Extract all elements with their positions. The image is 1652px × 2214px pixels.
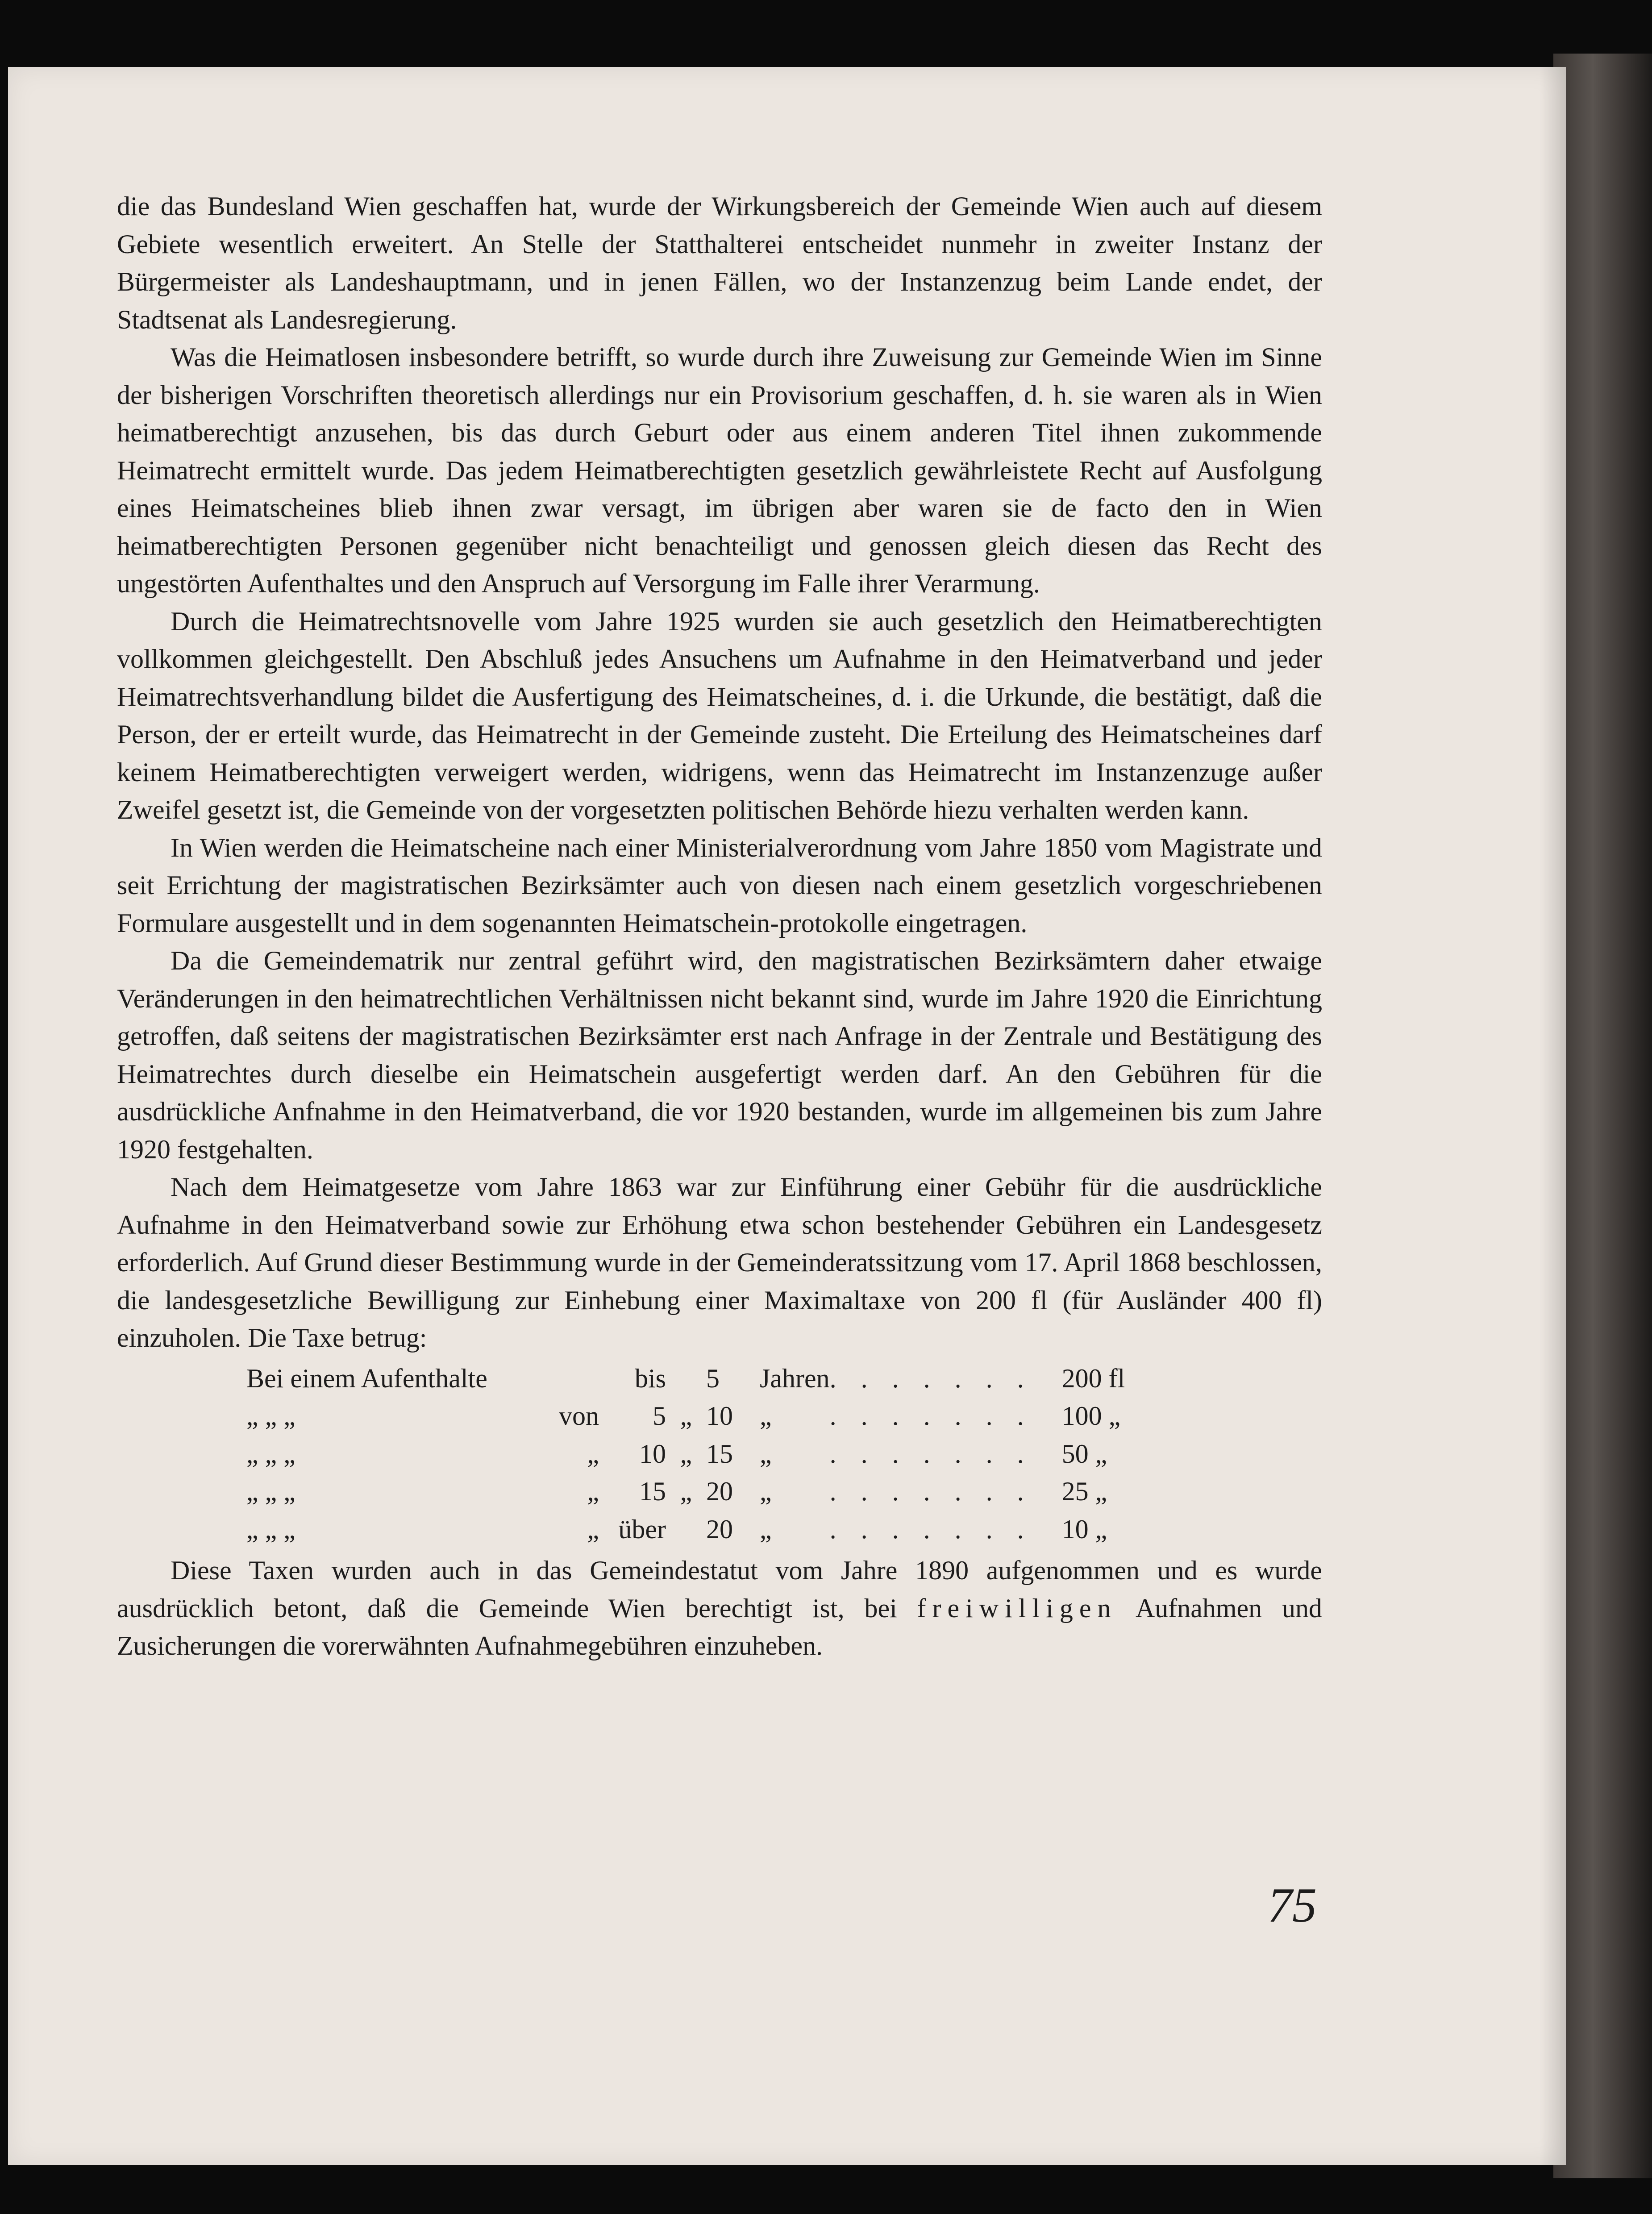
closing-text-before: Diese Taxen wurden auch in das Gemeindestatut vom Jahre 1890 aufgenommen und es wurde ausdrücklich betont, daß die Gemeinde Wien berechtigt ist, bei [117,1556,1322,1623]
fee-prefix: „ [587,1514,599,1544]
fee-label: „ „ „ [246,1514,295,1544]
closing-paragraph [117,1552,1322,1665]
paragraph-1: die das Bundesland Wien geschaffen hat, wurde der Wirkungsbereich der Gemeinde Wien auch auf diesem Gebiete wesentlich erweitert. An Stelle der Statthalterei entscheidet nunmehr in zweiter Instanz der Bürgermeister als Landeshauptmann, und in jenen Fällen, wo der Instanzenzug beim Lande endet, der Stadtsenat als Landesregierung. [117,191,1322,334]
fee-prefix: „ [587,1439,599,1469]
fee-amount: 50 „ [1061,1439,1107,1469]
fee-lower: 15 [639,1477,666,1506]
fee-ditto [666,1360,706,1398]
paragraph-5: Da die Gemeindematrik nur zentral geführt wird, den magistratischen Bezirksämtern daher etwaige Veränderungen in den heimatrechtlichen Verhältnissen nicht bekannt sind, wurde im Jahre 1920 die Einrichtung getroffen, daß seitens der magistratischen Bezirksämter erst nach Anfrage in der Zentrale und Bestätigung des Heimatrechtes durch dieselbe ein Heimatschein ausgefertigt werden darf. An den Gebühren für die ausdrückliche Anfnahme in den Heimatverband, die vor 1920 bestanden, wurde im allgemeinen bis zum Jahre 1920 festgehalten. [117,946,1322,1164]
fee-upper: 5 [706,1363,720,1393]
fee-amount: 25 „ [1061,1477,1107,1506]
fee-row [117,1435,1151,1473]
fee-leader-dots: . . . . . . . [829,1439,1033,1469]
fee-ditto: „ [680,1439,692,1469]
fee-leader-dots: . . . . . . . [829,1514,1033,1544]
page-gutter-shadow [1539,67,1566,2165]
fee-prefix: von [559,1401,599,1431]
fee-upper: 15 [706,1439,733,1469]
page-number: 75 [1268,1878,1317,1932]
fee-upper: 20 [706,1477,733,1506]
fee-label: „ „ „ [246,1401,295,1431]
fee-label: „ „ „ [246,1477,295,1506]
paragraph-2: Was die Heimatlosen insbesondere betrifft, so wurde durch ihre Zuweisung zur Gemeinde Wien im Sinne der bisherigen Vorschriften theoretisch allerdings nur ein Provisorium geschaffen, d. h. sie waren als in Wien heimatberechtigt anzusehen, bis das durch Geburt oder aus einem anderen Titel ihnen zukommende Heimatrecht ermittelt wurde. Das jedem Heimatberechtigten gesetzlich gewährleistete Recht auf Ausfolgung eines Heimatscheines blieb ihnen zwar versagt, im übrigen aber waren sie de facto den in Wien heimatberechtigten Personen gegenüber nicht benachteiligt und genossen gleich diesen das Recht des ungestörten Aufenthaltes und den Anspruch auf Versorgung im Falle ihrer Verarmung. [117,342,1322,598]
fee-unit: „ [760,1477,772,1506]
fee-upper: 20 [706,1514,733,1544]
paragraph-3: Durch die Heimatrechtsnovelle vom Jahre 1925 wurden sie auch gesetzlich den Heimatberechtigten vollkommen gleichgestellt. Den Abschluß jedes Ansuchens um Aufnahme in den Heimatverband und jeder Heimatrechtsverhandlung bildet die Ausfertigung des Heimatscheines, d. i. die Urkunde, die bestätigt, daß die Person, der er erteilt wurde, das Heimatrecht in der Gemeinde zusteht. Die Erteilung des Heimatscheines darf keinem Heimatberechtigten verweigert werden, widrigens, wenn das Heimatrecht im Instanzenzuge außer Zweifel gesetzt ist, die Gemeinde von der vorgesetzten politischen Behörde hiezu verhalten werden kann. [117,606,1322,824]
fee-lower: 5 [653,1401,666,1431]
fee-prefix: „ [587,1477,599,1506]
fee-row [117,1397,1151,1435]
paragraph-6: Nach dem Heimatgesetze vom Jahre 1863 war zur Einführung einer Gebühr für die ausdrückliche Aufnahme in den Heimatverband sowie zur Erhöhung etwa schon bestehender Gebühren ein Landesgesetz erforderlich. Auf Grund dieser Bestimmung wurde in der Gemeinderatssitzung vom 17. April 1868 beschlossen, die landesgesetzliche Bewilligung zur Einhebung einer Maximaltaxe von 200 fl (für Ausländer 400 fl) einzuholen. Die Taxe betrug: [117,1172,1322,1353]
fee-leader-dots: . . . . . . . [829,1363,1033,1393]
fee-amount: 200 fl [1061,1363,1125,1393]
fee-lower: über [618,1514,666,1544]
fee-table [117,1360,1151,1548]
fee-row [117,1360,1151,1398]
fee-leader-dots: . . . . . . . [829,1477,1033,1506]
body-text [117,187,1322,1665]
spaced-emphasis: freiwilligen [917,1593,1117,1623]
fee-unit: „ [760,1439,772,1469]
fee-unit: Jahren [760,1363,830,1393]
fee-row [117,1511,1151,1548]
fee-lower: bis [634,1363,666,1393]
fee-label: „ „ „ [246,1439,295,1469]
fee-amount: 10 „ [1061,1514,1107,1544]
fee-row [117,1473,1151,1511]
fee-prefix [532,1360,599,1398]
fee-amount: 100 „ [1061,1401,1121,1431]
fee-ditto [666,1511,706,1548]
fee-lower: 10 [639,1439,666,1469]
fee-label: Bei einem Aufenthalte [246,1363,487,1393]
fee-unit: „ [760,1401,772,1431]
book-edge [1553,54,1652,2178]
fee-leader-dots: . . . . . . . [829,1401,1033,1431]
fee-unit: „ [760,1514,772,1544]
fee-ditto: „ [680,1401,692,1431]
paragraph-4: In Wien werden die Heimatscheine nach einer Ministerialverordnung vom Jahre 1850 vom Magistrate und seit Errichtung der magistratischen Bezirksämter auch von diesen nach einem gesetzlich vorgeschriebenen Formulare ausgestellt und in dem sogenannten Heimatschein-protokolle eingetragen. [117,832,1322,938]
closing-text-after: Aufnahmen und Zusicherungen die vorerwähnten Aufnahmegebühren einzuheben. [117,1593,1322,1660]
fee-upper: 10 [706,1401,733,1431]
fee-ditto: „ [680,1477,692,1506]
